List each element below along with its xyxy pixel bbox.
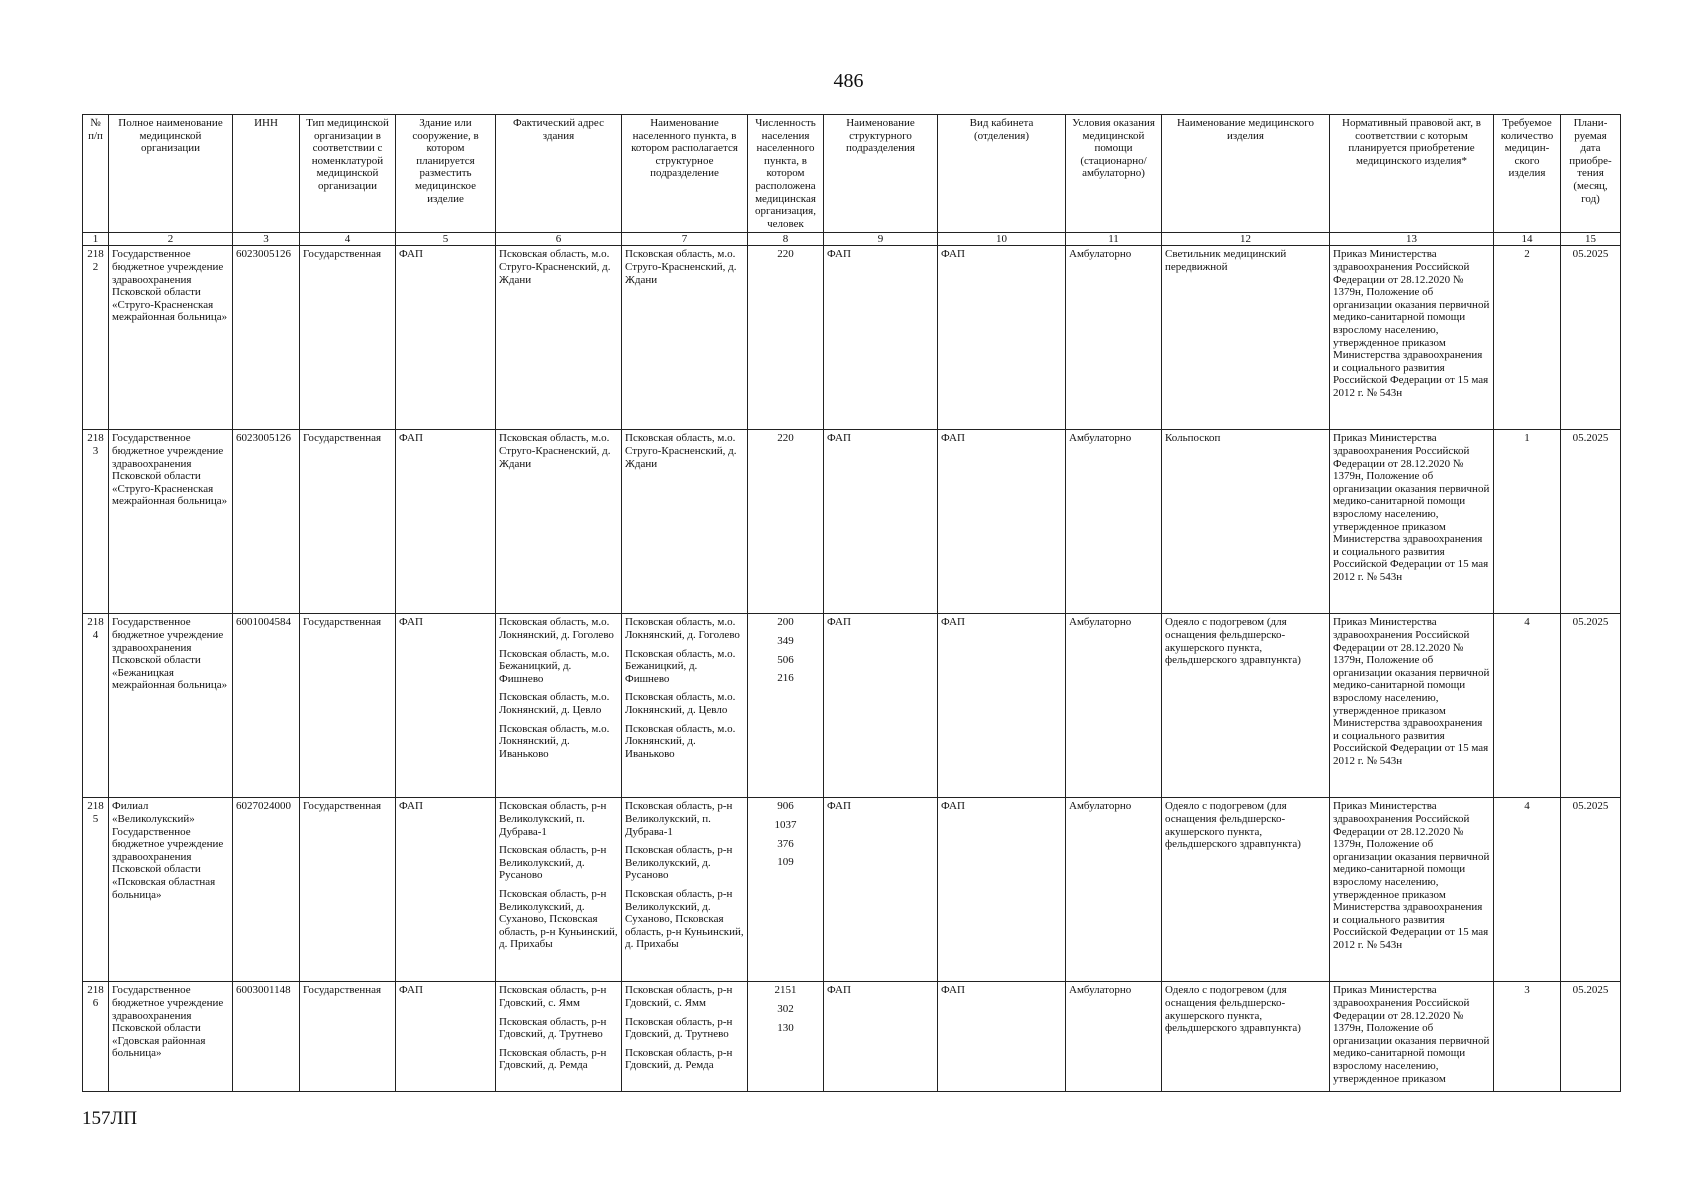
inn-cell: 6027024000 bbox=[233, 798, 300, 982]
column-number: 11 bbox=[1066, 233, 1162, 246]
cabinet-cell: ФАП bbox=[938, 798, 1066, 982]
population-value: 506 bbox=[777, 653, 794, 666]
building-cell: ФАП bbox=[396, 982, 496, 1092]
address-entry: Псковская область, р-н Великолукский, д. Суханово, Псковская область, р-н Куньинский, д. Прихабы bbox=[499, 887, 618, 951]
address-entry: Псковская область, м.о. Локнянский, д. Гоголево bbox=[625, 616, 740, 641]
column-header: Плани-руемая дата приобре-тения (месяц, год) bbox=[1561, 115, 1621, 233]
column-number: 2 bbox=[109, 233, 233, 246]
building-cell: ФАП bbox=[396, 798, 496, 982]
address-entry: Псковская область, р-н Великолукский, п. Дубрава-1 bbox=[499, 800, 607, 838]
quantity-cell: 1 bbox=[1494, 430, 1561, 614]
building-cell: ФАП bbox=[396, 614, 496, 798]
org-type-cell: Государственная bbox=[300, 982, 396, 1092]
population-cell bbox=[748, 614, 824, 798]
org-type-cell: Государственная bbox=[300, 798, 396, 982]
legal-act-cell: Приказ Министерства здравоохранения Российской Федерации от 28.12.2020 № 1379н, Положение об организации оказания первичной медико-санитарной помощи взрослому населению, утвержденное приказом bbox=[1330, 982, 1494, 1092]
column-number: 8 bbox=[748, 233, 824, 246]
unit-cell: ФАП bbox=[824, 430, 938, 614]
building-cell: ФАП bbox=[396, 246, 496, 430]
population-value: 200 bbox=[777, 616, 794, 629]
address-cell bbox=[496, 246, 622, 430]
date-cell: 05.2025 bbox=[1561, 430, 1621, 614]
address-entry: Псковская область, м.о. Локнянский, д. Иваньково bbox=[499, 722, 610, 760]
column-number: 12 bbox=[1162, 233, 1330, 246]
address-entry: Псковская область, р-н Гдовский, д. Ремда bbox=[625, 1046, 733, 1072]
address-entry: Псковская область, р-н Гдовский, д. Ремда bbox=[499, 1046, 607, 1072]
address-entry: Псковская область, р-н Великолукский, д. Русаново bbox=[499, 844, 607, 882]
date-cell: 05.2025 bbox=[1561, 798, 1621, 982]
column-header: Фактический адрес здания bbox=[496, 115, 622, 233]
address-entry: Псковская область, р-н Гдовский, с. Ямм bbox=[625, 984, 733, 1009]
population-cell bbox=[748, 430, 824, 614]
inn-cell: 6003001148 bbox=[233, 982, 300, 1092]
org-type-cell: Государственная bbox=[300, 614, 396, 798]
column-number: 14 bbox=[1494, 233, 1561, 246]
organization-cell: Филиал «Великолукский» Государственное бюджетное учреждение здравоохранения Псковской области «Псковская областная больница» bbox=[109, 798, 233, 982]
date-cell: 05.2025 bbox=[1561, 982, 1621, 1092]
device-cell: Одеяло с подогревом (для оснащения фельдшерско-акушерского пункта, фельдшерского здравпункта) bbox=[1162, 614, 1330, 798]
column-number: 4 bbox=[300, 233, 396, 246]
column-header: Наименование населенного пункта, в котором располагается структурное подразделение bbox=[622, 115, 748, 233]
organization-cell: Государственное бюджетное учреждение здравоохранения Псковской области «Струго-Красненская межрайонная больница» bbox=[109, 246, 233, 430]
quantity-cell: 3 bbox=[1494, 982, 1561, 1092]
organization-cell: Государственное бюджетное учреждение здравоохранения Псковской области «Гдовская районная больница» bbox=[109, 982, 233, 1092]
row-number-cell: 2182 bbox=[83, 246, 109, 430]
population-cell bbox=[748, 982, 824, 1092]
legal-act-cell: Приказ Министерства здравоохранения Российской Федерации от 28.12.2020 № 1379н, Положение об организации оказания первичной медико-санитарной помощи взрослому населению, утвержденное приказом Министерства здравоохранения и социального развития Российской Федерации от 15 мая 2012 г. № 543н bbox=[1330, 614, 1494, 798]
legal-act-cell: Приказ Министерства здравоохранения Российской Федерации от 28.12.2020 № 1379н, Положение об организации оказания первичной медико-санитарной помощи взрослому населению, утвержденное приказом Министерства здравоохранения и социального развития Российской Федерации от 15 мая 2012 г. № 543н bbox=[1330, 798, 1494, 982]
column-header: № п/п bbox=[83, 115, 109, 233]
address-cell bbox=[496, 430, 622, 614]
column-number: 1 bbox=[83, 233, 109, 246]
table-row bbox=[83, 430, 1621, 614]
column-header: Условия оказания медицинской помощи (стационарно/ амбулаторно) bbox=[1066, 115, 1162, 233]
device-cell: Одеяло с подогревом (для оснащения фельдшерско-акушерского пункта, фельдшерского здравпункта) bbox=[1162, 798, 1330, 982]
column-number: 5 bbox=[396, 233, 496, 246]
column-header: Численность населения населенного пункта, в котором расположена медицинская организация, человек bbox=[748, 115, 824, 233]
address-entry: Псковская область, р-н Гдовский, с. Ямм bbox=[499, 984, 607, 1009]
device-cell: Одеяло с подогревом (для оснащения фельдшерско-акушерского пункта, фельдшерского здравпункта) bbox=[1162, 982, 1330, 1092]
inn-cell: 6001004584 bbox=[233, 614, 300, 798]
population-value: 220 bbox=[777, 248, 794, 261]
address-entry: Псковская область, м.о. Струго-Красненский, д. Ждани bbox=[625, 248, 737, 286]
column-number: 3 bbox=[233, 233, 300, 246]
address-entry: Псковская область, р-н Гдовский, д. Трутнево bbox=[625, 1015, 733, 1041]
row-number-cell: 2184 bbox=[83, 614, 109, 798]
column-number: 10 bbox=[938, 233, 1066, 246]
page-number: 486 bbox=[833, 70, 864, 92]
column-header: Наименование структурного подразделения bbox=[824, 115, 938, 233]
quantity-cell: 4 bbox=[1494, 614, 1561, 798]
column-number: 15 bbox=[1561, 233, 1621, 246]
column-header: Здание или сооружение, в котором планируется разместить медицинское изделие bbox=[396, 115, 496, 233]
cabinet-cell: ФАП bbox=[938, 614, 1066, 798]
row-number-cell: 2185 bbox=[83, 798, 109, 982]
population-cell bbox=[748, 246, 824, 430]
population-value: 220 bbox=[777, 432, 794, 445]
inn-cell: 6023005126 bbox=[233, 430, 300, 614]
address-entry: Псковская область, р-н Великолукский, п. Дубрава-1 bbox=[625, 800, 733, 838]
table-row bbox=[83, 798, 1621, 982]
table-header-row bbox=[83, 115, 1621, 233]
legal-act-cell: Приказ Министерства здравоохранения Российской Федерации от 28.12.2020 № 1379н, Положение об организации оказания первичной медико-санитарной помощи взрослому населению, утвержденное приказом Министерства здравоохранения и социального развития Российской Федерации от 15 мая 2012 г. № 543н bbox=[1330, 246, 1494, 430]
equipment-table bbox=[82, 114, 1621, 1092]
org-type-cell: Государственная bbox=[300, 430, 396, 614]
column-header: Нормативный правовой акт, в соответствии с которым планируется приобретение медицинского изделия* bbox=[1330, 115, 1494, 233]
table-row bbox=[83, 982, 1621, 1092]
date-cell: 05.2025 bbox=[1561, 614, 1621, 798]
inn-cell: 6023005126 bbox=[233, 246, 300, 430]
org-type-cell: Государственная bbox=[300, 246, 396, 430]
population-value: 349 bbox=[777, 634, 794, 647]
column-number: 7 bbox=[622, 233, 748, 246]
address-entry: Псковская область, м.о. Бежаницкий, д. Фишнево bbox=[625, 647, 736, 685]
unit-cell: ФАП bbox=[824, 246, 938, 430]
conditions-cell: Амбулаторно bbox=[1066, 430, 1162, 614]
address-entry: Псковская область, м.о. Бежаницкий, д. Фишнево bbox=[499, 647, 610, 685]
population-cell bbox=[748, 798, 824, 982]
settlement-cell bbox=[622, 614, 748, 798]
column-header: Вид кабинета (отделения) bbox=[938, 115, 1066, 233]
population-value: 216 bbox=[777, 672, 794, 685]
quantity-cell: 2 bbox=[1494, 246, 1561, 430]
population-value: 376 bbox=[777, 837, 794, 850]
conditions-cell: Амбулаторно bbox=[1066, 798, 1162, 982]
address-entry: Псковская область, р-н Великолукский, д. Суханово, Псковская область, р-н Куньинский, д. Прихабы bbox=[625, 887, 744, 951]
address-cell bbox=[496, 798, 622, 982]
cabinet-cell: ФАП bbox=[938, 430, 1066, 614]
cabinet-cell: ФАП bbox=[938, 982, 1066, 1092]
settlement-cell bbox=[622, 982, 748, 1092]
address-entry: Псковская область, м.о. Струго-Красненский, д. Ждани bbox=[499, 248, 611, 286]
device-cell: Светильник медицинский передвижной bbox=[1162, 246, 1330, 430]
settlement-cell bbox=[622, 798, 748, 982]
organization-cell: Государственное бюджетное учреждение здравоохранения Псковской области «Бежаницкая межрайонная больница» bbox=[109, 614, 233, 798]
address-cell bbox=[496, 614, 622, 798]
settlement-cell bbox=[622, 430, 748, 614]
organization-cell: Государственное бюджетное учреждение здравоохранения Псковской области «Струго-Красненская межрайонная больница» bbox=[109, 430, 233, 614]
population-value: 906 bbox=[777, 800, 794, 813]
footer-code: 157ЛП bbox=[82, 1108, 138, 1129]
column-header: Наименование медицинского изделия bbox=[1162, 115, 1330, 233]
address-entry: Псковская область, м.о. Струго-Красненский, д. Ждани bbox=[499, 432, 611, 470]
row-number-cell: 2183 bbox=[83, 430, 109, 614]
unit-cell: ФАП bbox=[824, 614, 938, 798]
population-value: 130 bbox=[777, 1021, 794, 1034]
population-value: 1037 bbox=[774, 818, 797, 831]
row-number-cell: 2186 bbox=[83, 982, 109, 1092]
conditions-cell: Амбулаторно bbox=[1066, 982, 1162, 1092]
population-value: 109 bbox=[777, 856, 794, 869]
column-header: Требуемое количество медицин-ского изделия bbox=[1494, 115, 1561, 233]
table-column-numbers-row bbox=[83, 233, 1621, 246]
conditions-cell: Амбулаторно bbox=[1066, 614, 1162, 798]
address-entry: Псковская область, м.о. Струго-Красненский, д. Ждани bbox=[625, 432, 737, 470]
building-cell: ФАП bbox=[396, 430, 496, 614]
population-value: 302 bbox=[777, 1002, 794, 1015]
column-header: Полное наименование медицинской организации bbox=[109, 115, 233, 233]
population-value: 2151 bbox=[774, 984, 797, 997]
column-header: Тип медицинской организации в соответствии с номенклатурой медицинской организации bbox=[300, 115, 396, 233]
legal-act-cell: Приказ Министерства здравоохранения Российской Федерации от 28.12.2020 № 1379н, Положение об организации оказания первичной медико-санитарной помощи взрослому населению, утвержденное приказом Министерства здравоохранения и социального развития Российской Федерации от 15 мая 2012 г. № 543н bbox=[1330, 430, 1494, 614]
column-number: 6 bbox=[496, 233, 622, 246]
table-body bbox=[83, 246, 1621, 1092]
table-row bbox=[83, 614, 1621, 798]
address-entry: Псковская область, м.о. Локнянский, д. Гоголево bbox=[499, 616, 614, 641]
unit-cell: ФАП bbox=[824, 982, 938, 1092]
cabinet-cell: ФАП bbox=[938, 246, 1066, 430]
address-cell bbox=[496, 982, 622, 1092]
address-entry: Псковская область, м.о. Локнянский, д. Цевло bbox=[625, 691, 736, 716]
conditions-cell: Амбулаторно bbox=[1066, 246, 1162, 430]
address-entry: Псковская область, р-н Гдовский, д. Трутнево bbox=[499, 1015, 607, 1041]
address-entry: Псковская область, м.о. Локнянский, д. Цевло bbox=[499, 691, 610, 716]
device-cell: Кольпоскоп bbox=[1162, 430, 1330, 614]
address-entry: Псковская область, р-н Великолукский, д. Русаново bbox=[625, 844, 733, 882]
column-header: ИНН bbox=[233, 115, 300, 233]
address-entry: Псковская область, м.о. Локнянский, д. Иваньково bbox=[625, 722, 736, 760]
column-number: 13 bbox=[1330, 233, 1494, 246]
date-cell: 05.2025 bbox=[1561, 246, 1621, 430]
table-row bbox=[83, 246, 1621, 430]
column-number: 9 bbox=[824, 233, 938, 246]
settlement-cell bbox=[622, 246, 748, 430]
quantity-cell: 4 bbox=[1494, 798, 1561, 982]
unit-cell: ФАП bbox=[824, 798, 938, 982]
